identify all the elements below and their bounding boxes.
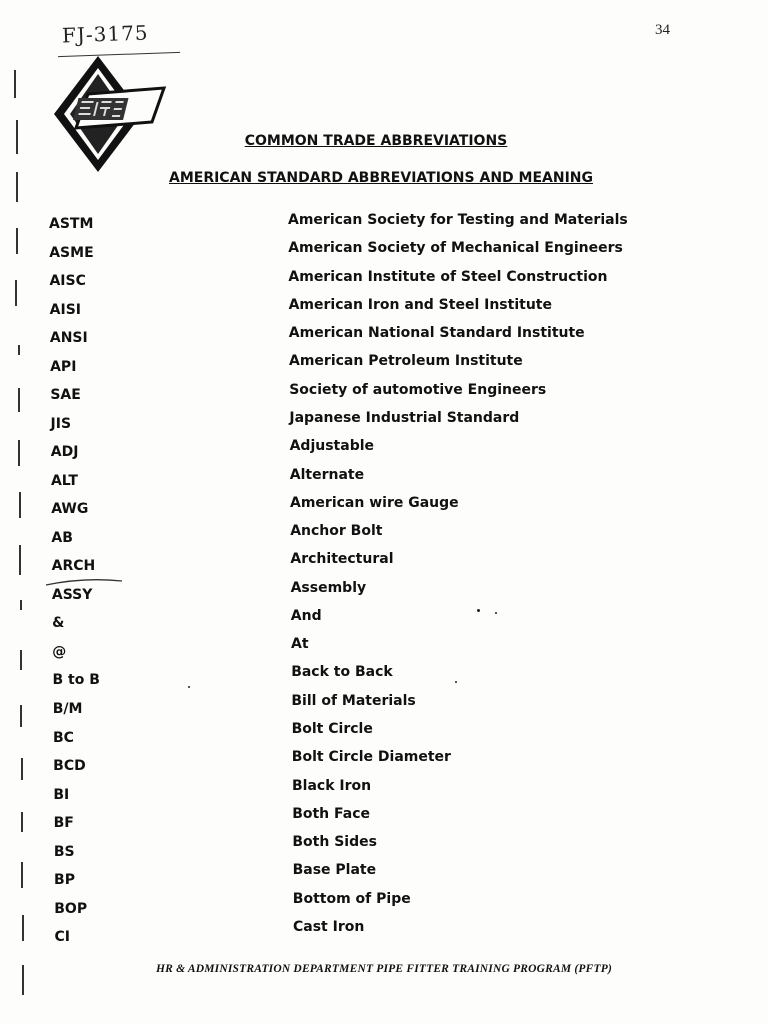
list-item <box>0 212 768 234</box>
abbreviation-code: ANSI <box>49 330 88 347</box>
abbreviation-meaning: American Society of Mechanical Engineers <box>288 240 623 257</box>
abbreviation-code: BP <box>54 872 75 889</box>
abbreviation-code: @ <box>52 643 67 660</box>
abbreviation-meaning: Bolt Circle <box>291 721 373 738</box>
abbreviation-code: ALT <box>50 472 78 489</box>
abbreviation-meaning: Back to Back <box>291 664 393 681</box>
abbreviation-meaning: Architectural <box>290 551 394 568</box>
page-number: 34 <box>655 22 670 38</box>
page-subtitle: AMERICAN STANDARD ABBREVIATIONS AND MEANING <box>168 170 593 186</box>
abbreviation-code: CI <box>54 929 70 946</box>
abbreviation-meaning: Base Plate <box>292 862 377 879</box>
scan-speck <box>477 609 480 612</box>
abbreviation-meaning: American Society for Testing and Materials <box>288 212 628 228</box>
list-item <box>0 325 768 347</box>
scan-speck <box>188 686 190 688</box>
list-item <box>0 608 768 630</box>
abbreviation-code: API <box>50 358 77 375</box>
list-item <box>0 551 768 573</box>
list-item <box>0 749 768 775</box>
abbreviation-code: B/M <box>52 701 83 717</box>
abbreviation-meaning: Both Face <box>292 805 370 822</box>
list-item <box>0 523 768 545</box>
abbreviation-meaning: Anchor Bolt <box>290 523 383 540</box>
list-item <box>0 664 768 689</box>
handwritten-document-id: FJ-3175 <box>61 20 149 48</box>
abbreviation-code: B to B <box>52 672 100 689</box>
abbreviation-code: ASME <box>49 244 94 261</box>
abbreviation-meaning: Adjustable <box>289 438 375 455</box>
abbreviation-code: & <box>52 615 65 632</box>
list-item <box>0 353 768 375</box>
page-footer: HR & ADMINISTRATION DEPARTMENT PIPE FITTER TRAINING PROGRAM (PFTP) <box>155 963 612 975</box>
abbreviation-code: BOP <box>54 900 88 917</box>
list-item <box>0 721 768 746</box>
abbreviation-meaning: Bolt Circle Diameter <box>291 749 451 766</box>
abbreviation-code: BCD <box>53 758 86 775</box>
list-item <box>0 410 768 432</box>
list-item <box>0 805 768 832</box>
abbreviation-meaning: Alternate <box>289 466 365 483</box>
list-item <box>0 636 768 658</box>
abbreviation-code: AISI <box>49 301 81 318</box>
scan-speck <box>495 612 497 614</box>
list-item <box>0 382 768 404</box>
abbreviation-meaning: Cast Iron <box>293 919 365 935</box>
company-logo-icon <box>48 52 170 176</box>
list-item <box>0 467 768 489</box>
abbreviation-meaning: American Institute of Steel Construction <box>288 268 608 285</box>
abbreviation-code: AWG <box>51 501 89 518</box>
list-item <box>0 890 768 917</box>
abbreviation-meaning: Both Sides <box>292 834 377 851</box>
list-item <box>0 269 768 291</box>
abbreviation-code: ASSY <box>51 586 93 603</box>
abbreviation-meaning: American Iron and Steel Institute <box>288 296 552 313</box>
abbreviation-meaning: American Petroleum Institute <box>289 353 523 370</box>
abbreviation-code: BF <box>53 815 74 832</box>
list-item <box>0 495 768 517</box>
list-item <box>0 438 768 460</box>
abbreviation-code: JIS <box>50 415 72 432</box>
scan-edge-mark <box>14 70 16 98</box>
handwritten-stroke <box>44 575 124 589</box>
abbreviation-code: BC <box>52 729 74 746</box>
abbreviation-code: AISC <box>49 273 86 290</box>
abbreviation-code: ASTM <box>49 216 94 232</box>
abbreviation-meaning: At <box>291 636 309 653</box>
list-item <box>0 297 768 319</box>
abbreviation-meaning: Assembly <box>290 579 367 596</box>
page-title: COMMON TRADE ABBREVIATIONS <box>244 133 508 149</box>
abbreviation-meaning: And <box>290 607 322 624</box>
abbreviation-code: ARCH <box>51 558 96 575</box>
list-item <box>0 693 768 715</box>
abbreviation-meaning: American National Standard Institute <box>288 325 585 342</box>
abbreviation-code: AB <box>51 529 73 546</box>
list-item <box>0 240 768 262</box>
list-item <box>0 834 768 860</box>
abbreviation-code: SAE <box>50 387 81 404</box>
abbreviation-meaning: Bottom of Pipe <box>292 890 411 907</box>
abbreviation-code: BI <box>53 786 70 803</box>
abbreviation-code: BS <box>53 843 75 860</box>
abbreviation-code: ADJ <box>50 444 79 461</box>
abbreviation-meaning: Black Iron <box>292 777 372 794</box>
list-item <box>0 919 768 946</box>
list-item <box>0 777 768 803</box>
scan-speck <box>455 681 457 683</box>
abbreviation-meaning: Japanese Industrial Standard <box>289 409 520 426</box>
list-item <box>0 862 768 889</box>
abbreviation-meaning: American wire Gauge <box>290 494 459 511</box>
abbreviation-meaning: Bill of Materials <box>291 692 416 709</box>
abbreviation-meaning: Society of automotive Engineers <box>289 381 547 398</box>
